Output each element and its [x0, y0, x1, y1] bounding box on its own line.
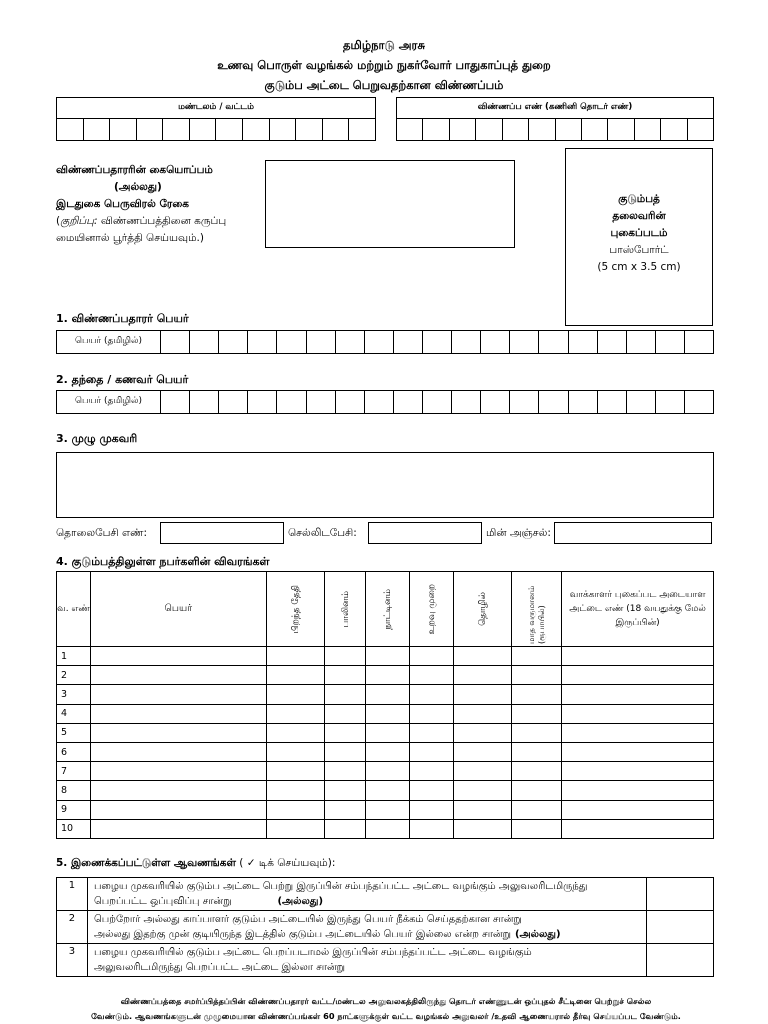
table-cell[interactable] — [366, 781, 410, 800]
table-cell[interactable] — [512, 685, 562, 704]
table-cell[interactable] — [410, 762, 454, 781]
document-line-2 — [94, 960, 640, 975]
table-cell[interactable] — [366, 742, 410, 761]
table-cell[interactable] — [90, 647, 266, 666]
document-tick-box[interactable] — [647, 944, 714, 977]
signature-or: (அல்லது) — [114, 181, 162, 193]
document-row — [57, 878, 714, 911]
section-5-heading — [56, 857, 335, 870]
signature-note: (குறிப்பு: விண்ணப்பத்தினை கருப்பு — [56, 215, 227, 227]
document-number: 3 — [57, 944, 88, 977]
section-5-title: 5. இணைக்கப்பட்டுள்ள ஆவணங்கள் — [56, 857, 236, 869]
section-2-title: 2. தந்தை / கணவர் பெயர் — [56, 373, 189, 386]
table-cell[interactable] — [324, 666, 366, 685]
document-tick-box[interactable] — [647, 911, 714, 944]
document-description — [87, 944, 646, 977]
table-cell[interactable] — [512, 819, 562, 838]
table-cell[interactable] — [410, 781, 454, 800]
table-cell[interactable] — [90, 666, 266, 685]
signature-title: விண்ணப்பதாரரின் கையொப்பம் — [56, 164, 213, 176]
zone-label: மண்டலம் / வட்டம் — [56, 97, 376, 119]
photo-label-2: தலைவரின் — [612, 210, 666, 222]
table-cell[interactable] — [454, 666, 512, 685]
family-members-table — [56, 571, 714, 839]
table-cell[interactable] — [90, 685, 266, 704]
table-cell[interactable] — [266, 666, 324, 685]
father-name-label: பெயர் (தமிழில்) — [57, 391, 161, 413]
phone-label: தொலைபேசி எண்: — [56, 527, 148, 539]
table-cell[interactable] — [366, 800, 410, 819]
table-row — [57, 723, 714, 742]
col-income: மாத வருமானம் (ரூபாயில்) — [512, 572, 562, 647]
document-line-2-text: அல்லது இதற்கு முன் குடியிருந்த இடத்தில் குடும்ப அட்டையில் பெயர் இல்லை என்ற சான்று — [93, 929, 511, 940]
table-cell[interactable] — [512, 742, 562, 761]
row-number: 10 — [57, 819, 91, 838]
table-cell[interactable] — [562, 762, 714, 781]
table-row — [57, 762, 714, 781]
mobile-label: செல்லிடபேசி: — [288, 527, 357, 539]
table-cell[interactable] — [410, 819, 454, 838]
table-cell[interactable] — [366, 666, 410, 685]
row-number: 6 — [57, 742, 91, 761]
table-cell[interactable] — [324, 781, 366, 800]
application-number-cells[interactable] — [396, 119, 714, 141]
photo-label-4: பாஸ்போர்ட் — [609, 244, 669, 256]
document-line-2-text: பெறப்பட்ட ஒப்புவிப்பு சான்று — [93, 896, 232, 907]
table-cell[interactable] — [90, 762, 266, 781]
table-row — [57, 781, 714, 800]
signature-note-2: மையினால் பூர்த்தி செய்யவும்.) — [56, 232, 204, 244]
email-input[interactable] — [554, 522, 712, 544]
table-cell[interactable] — [366, 762, 410, 781]
document-line-1: பழைய முகவரியில் குடும்ப அட்டை பெறப்படாமல் இருப்பின் சம்பந்தப்பட்ட அட்டை வழங்கும் — [93, 947, 532, 958]
table-cell[interactable] — [562, 704, 714, 723]
header-line-2: உணவு பொருள் வழங்கல் மற்றும் நுகர்வோர் பாதுகாப்புத் துறை — [217, 58, 551, 72]
table-cell[interactable] — [512, 762, 562, 781]
table-cell[interactable] — [410, 685, 454, 704]
table-cell[interactable] — [562, 819, 714, 838]
table-cell[interactable] — [324, 819, 366, 838]
table-cell[interactable] — [324, 704, 366, 723]
document-description — [87, 911, 646, 944]
table-cell[interactable] — [410, 723, 454, 742]
row-number: 1 — [57, 647, 91, 666]
table-cell[interactable] — [324, 800, 366, 819]
table-row — [57, 647, 714, 666]
document-line-1: பழைய முகவரியில் குடும்ப அட்டை பெற்று இருப்பின் சம்பந்தப்பட்ட அட்டை வழங்கும் அலுவலரிடமிருந்து — [93, 881, 588, 892]
table-cell[interactable] — [410, 742, 454, 761]
table-cell[interactable] — [512, 666, 562, 685]
table-cell[interactable] — [562, 723, 714, 742]
table-cell[interactable] — [512, 704, 562, 723]
table-cell[interactable] — [366, 685, 410, 704]
signature-box[interactable] — [265, 160, 515, 248]
document-line-1: பெற்றோர் அல்லது காப்பாளர் குடும்ப அட்டையில் இருந்து பெயர் நீக்கம் செய்ததற்கான சான்று — [93, 914, 522, 925]
table-cell[interactable] — [562, 781, 714, 800]
footer-line-2: வேண்டும். ஆவணங்களுடன் முழுமையான விண்ணப்பங்கள் 60 நாட்களுக்குள் வட்ட வழங்கல் அலுவலர் /உதவி ஆணையரால் தீர்வு செய்யப்பட வேண்டும். — [91, 1011, 681, 1021]
table-cell[interactable] — [512, 781, 562, 800]
table-cell[interactable] — [266, 704, 324, 723]
document-description — [87, 878, 646, 911]
table-cell[interactable] — [324, 723, 366, 742]
table-cell[interactable] — [90, 704, 266, 723]
table-cell[interactable] — [512, 647, 562, 666]
zone-box — [56, 97, 376, 141]
table-cell[interactable] — [324, 742, 366, 761]
table-cell[interactable] — [512, 723, 562, 742]
footer-note — [56, 994, 716, 1024]
section-1-title: 1. விண்ணப்பதாரர் பெயர் — [56, 312, 189, 325]
row-number: 9 — [57, 800, 91, 819]
table-cell[interactable] — [512, 800, 562, 819]
document-row — [57, 944, 714, 977]
photo-size: (5 cm x 3.5 cm) — [597, 261, 681, 273]
table-cell[interactable] — [266, 685, 324, 704]
table-cell[interactable] — [266, 819, 324, 838]
footer-line-1: விண்ணப்பத்தை சமர்ப்பித்தப்பின் விண்ணப்பதாரர் வட்ட/மண்டல அலுவலகத்திலிருந்து தொடர் எண்ணுடன் ஒப்புதல் சீட்டினை பெற்றுச் செல்ல — [120, 996, 652, 1006]
row-number: 8 — [57, 781, 91, 800]
col-gender: பாலினம் — [324, 572, 366, 647]
email-label: மின் அஞ்சல்: — [486, 527, 551, 539]
table-cell[interactable] — [410, 800, 454, 819]
col-sno: வ. எண் — [57, 572, 91, 647]
document-number: 2 — [57, 911, 88, 944]
applicant-name-field[interactable] — [56, 330, 714, 354]
row-number: 4 — [57, 704, 91, 723]
row-number: 7 — [57, 762, 91, 781]
table-row — [57, 704, 714, 723]
row-number: 5 — [57, 723, 91, 742]
document-row — [57, 911, 714, 944]
table-row — [57, 666, 714, 685]
application-number-label: விண்ணப்ப எண் (கணினி தொடர் எண்) — [396, 97, 714, 119]
table-cell[interactable] — [410, 704, 454, 723]
header-line-1: தமிழ்நாடு அரசு — [343, 38, 425, 52]
table-cell[interactable] — [454, 704, 512, 723]
table-cell[interactable] — [366, 704, 410, 723]
table-cell[interactable] — [454, 742, 512, 761]
document-tick-box[interactable] — [647, 878, 714, 911]
table-cell[interactable] — [324, 685, 366, 704]
application-number-box — [396, 97, 714, 141]
table-cell[interactable] — [410, 647, 454, 666]
table-cell[interactable] — [324, 647, 366, 666]
thumb-impression-title: இடதுகை பெருவிரல் ரேகை — [56, 198, 189, 210]
table-cell[interactable] — [90, 800, 266, 819]
table-row — [57, 685, 714, 704]
document-line-2 — [94, 927, 640, 942]
table-cell[interactable] — [324, 762, 366, 781]
table-cell[interactable] — [454, 647, 512, 666]
table-cell[interactable] — [266, 723, 324, 742]
table-cell[interactable] — [562, 742, 714, 761]
photo-box[interactable] — [565, 148, 713, 326]
table-cell[interactable] — [562, 800, 714, 819]
section-3-title: 3. முழு முகவரி — [56, 432, 138, 445]
table-cell[interactable] — [90, 819, 266, 838]
table-row — [57, 819, 714, 838]
table-cell[interactable] — [266, 742, 324, 761]
table-cell[interactable] — [454, 723, 512, 742]
table-cell[interactable] — [410, 666, 454, 685]
table-cell[interactable] — [562, 647, 714, 666]
table-row — [57, 800, 714, 819]
phone-input[interactable] — [160, 522, 284, 544]
table-cell[interactable] — [266, 647, 324, 666]
signature-instructions — [56, 162, 266, 247]
table-cell[interactable] — [90, 742, 266, 761]
col-occupation: தொழில் — [454, 572, 512, 647]
zone-cells[interactable] — [56, 119, 376, 141]
col-nationality: நாட்டினம் — [366, 572, 410, 647]
table-cell[interactable] — [454, 800, 512, 819]
row-number: 3 — [57, 685, 91, 704]
col-relation: உறவு முறை — [410, 572, 454, 647]
photo-label-3: புகைப்படம் — [610, 227, 668, 239]
table-cell[interactable] — [454, 819, 512, 838]
mobile-input[interactable] — [368, 522, 482, 544]
father-name-field[interactable] — [56, 390, 714, 414]
photo-label-1: குடும்பத் — [618, 193, 660, 205]
table-cell[interactable] — [366, 723, 410, 742]
section-5-suffix: ( ✓ டிக் செய்யவும்): — [239, 857, 336, 869]
family-members-table-wrap — [56, 571, 714, 839]
col-dob: பிறந்த தேதி — [266, 572, 324, 647]
header-line-3: குடும்ப அட்டை பெறுவதற்கான விண்ணப்பம் — [264, 78, 504, 92]
applicant-name-label: பெயர் (தமிழில்) — [57, 331, 161, 353]
table-cell[interactable] — [90, 781, 266, 800]
table-cell[interactable] — [562, 685, 714, 704]
family-table-header — [57, 572, 714, 647]
document-number: 1 — [57, 878, 88, 911]
documents-table-wrap — [56, 877, 714, 977]
table-cell[interactable] — [366, 647, 410, 666]
table-cell[interactable] — [454, 762, 512, 781]
row-number: 2 — [57, 666, 91, 685]
table-cell[interactable] — [266, 800, 324, 819]
col-voter-id: வாக்காளர் புகைப்பட அடையாள அட்டை எண் (18 வயதுக்கு மேல் இருப்பின்) — [562, 572, 714, 647]
table-cell[interactable] — [454, 781, 512, 800]
document-line-2 — [94, 894, 640, 909]
documents-table — [56, 877, 714, 977]
table-row — [57, 742, 714, 761]
col-name: பெயர் — [90, 572, 266, 647]
table-cell[interactable] — [266, 781, 324, 800]
table-cell[interactable] — [366, 819, 410, 838]
table-cell[interactable] — [562, 666, 714, 685]
table-cell[interactable] — [90, 723, 266, 742]
document-or-label: (அல்லது) — [277, 896, 324, 907]
table-cell[interactable] — [266, 762, 324, 781]
document-line-2-text: அலுவலரிடமிருந்து பெறப்பட்ட அட்டை இல்லா சான்று — [93, 962, 346, 973]
section-4-title: 4. குடும்பத்திலுள்ள நபர்களின் விவரங்கள் — [56, 555, 270, 568]
document-or-label: (அல்லது) — [514, 929, 561, 940]
table-cell[interactable] — [454, 685, 512, 704]
address-field[interactable] — [56, 452, 714, 518]
